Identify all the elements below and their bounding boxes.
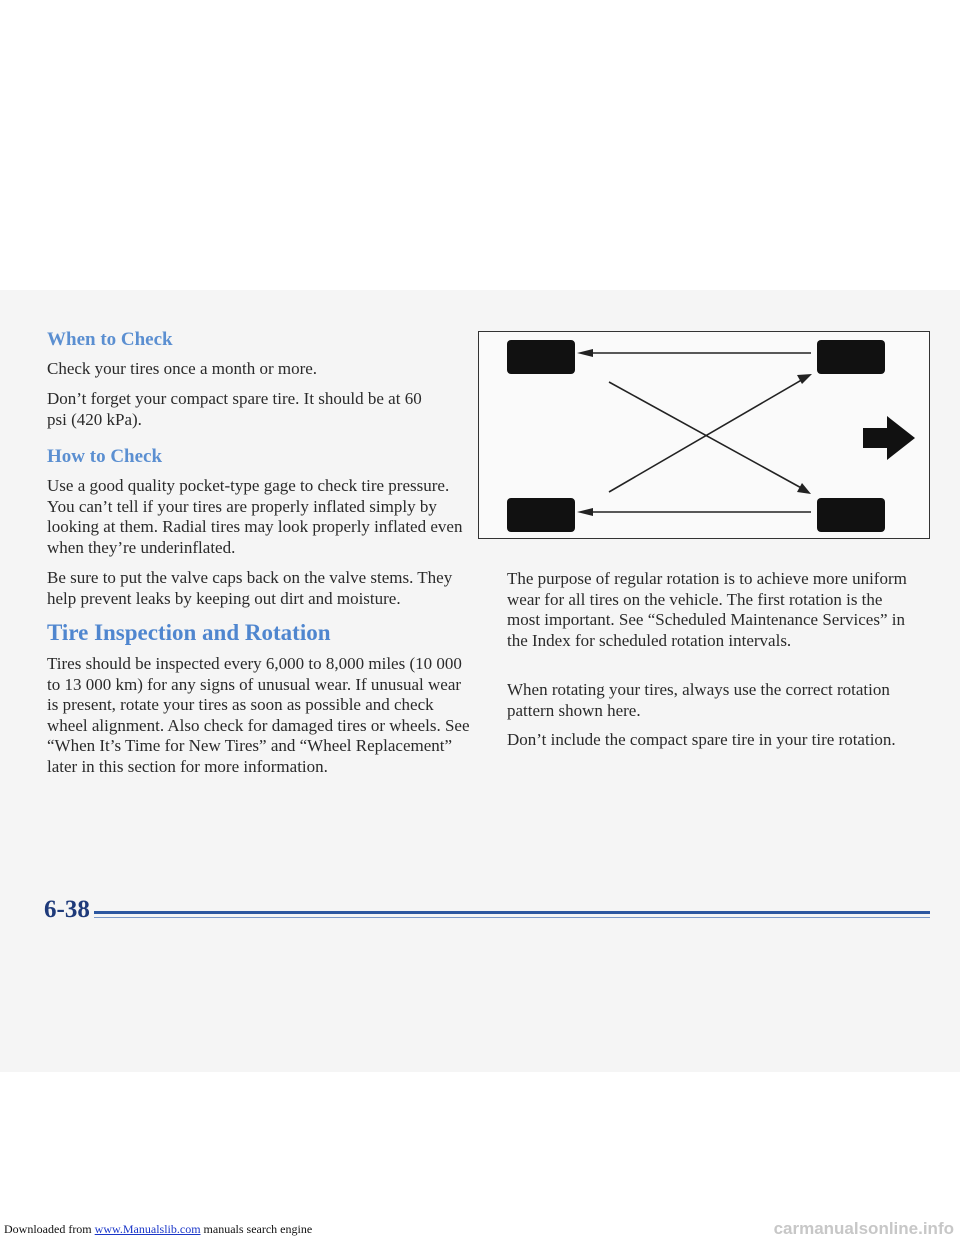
when-to-check-heading: When to Check: [47, 329, 173, 350]
front-left-tire: [507, 340, 575, 374]
footer-suffix: manuals search engine: [203, 1222, 313, 1236]
page-number: 6-38: [44, 896, 90, 923]
when-to-check-paragraph-1: Check your tires once a month or more.: [47, 359, 318, 378]
footer-prefix: Downloaded from: [4, 1222, 92, 1236]
rear-arrowhead-icon: [577, 508, 593, 516]
diagonal-front-to-rear: [609, 382, 805, 490]
page-rule-thin: [94, 917, 930, 918]
rotation-paragraph-1: The purpose of regular rotation is to achieve more uniform wear for all tires on the vehicle. The first rotation is the most important. See “Scheduled Maintenance Services” in the Index for scheduled rotation intervals.: [507, 569, 907, 650]
rear-right-tire: [817, 498, 885, 532]
when-to-check-paragraph-2: Don’t forget your compact spare tire. It should be at 60 psi (420 kPa).: [47, 389, 422, 429]
rotation-paragraph-2: When rotating your tires, always use the correct rotation pattern shown here.: [507, 680, 890, 720]
rotation-paragraph-3: Don’t include the compact spare tire in your tire rotation.: [507, 730, 896, 749]
how-to-check-heading: How to Check: [47, 446, 163, 467]
forward-arrow-icon: [863, 416, 915, 460]
diagonal-arrowhead-front-icon: [797, 374, 812, 384]
how-to-check-paragraph-2: Be sure to put the valve caps back on the valve stems. They help prevent leaks by keeping out dirt and moisture.: [47, 568, 453, 608]
download-footer: [4, 1222, 312, 1237]
rotation-pattern-graphic: [479, 332, 929, 538]
inspection-heading: Tire Inspection and Rotation: [47, 620, 331, 645]
watermark-brand: carmanualsonline.info: [773, 1219, 954, 1238]
diagonal-arrowhead-rear-icon: [797, 483, 811, 494]
rear-left-tire: [507, 498, 575, 532]
tire-rotation-diagram: [478, 331, 930, 539]
front-arrowhead-icon: [577, 349, 593, 357]
how-to-check-paragraph-1: Use a good quality pocket-type gage to check tire pressure. You can’t tell if your tires are properly inflated simply by looking at them. Radial tires may look properly inflated even when they’re underinflated.: [47, 476, 463, 557]
manualslib-link[interactable]: www.Manualslib.com: [94, 1222, 201, 1236]
front-right-tire: [817, 340, 885, 374]
diagonal-rear-to-front: [609, 378, 805, 492]
page-rule-thick: [94, 911, 930, 914]
inspection-paragraph: Tires should be inspected every 6,000 to 8,000 miles (10 000 to 13 000 km) for any signs of unusual wear. If unusual wear is present, rotate your tires as soon as possible and check wheel alignment. Also check for damaged tires or wheels. See “When It’s Time for New Tires” and “Wheel Replacement” later in this section for more information.: [47, 654, 470, 776]
